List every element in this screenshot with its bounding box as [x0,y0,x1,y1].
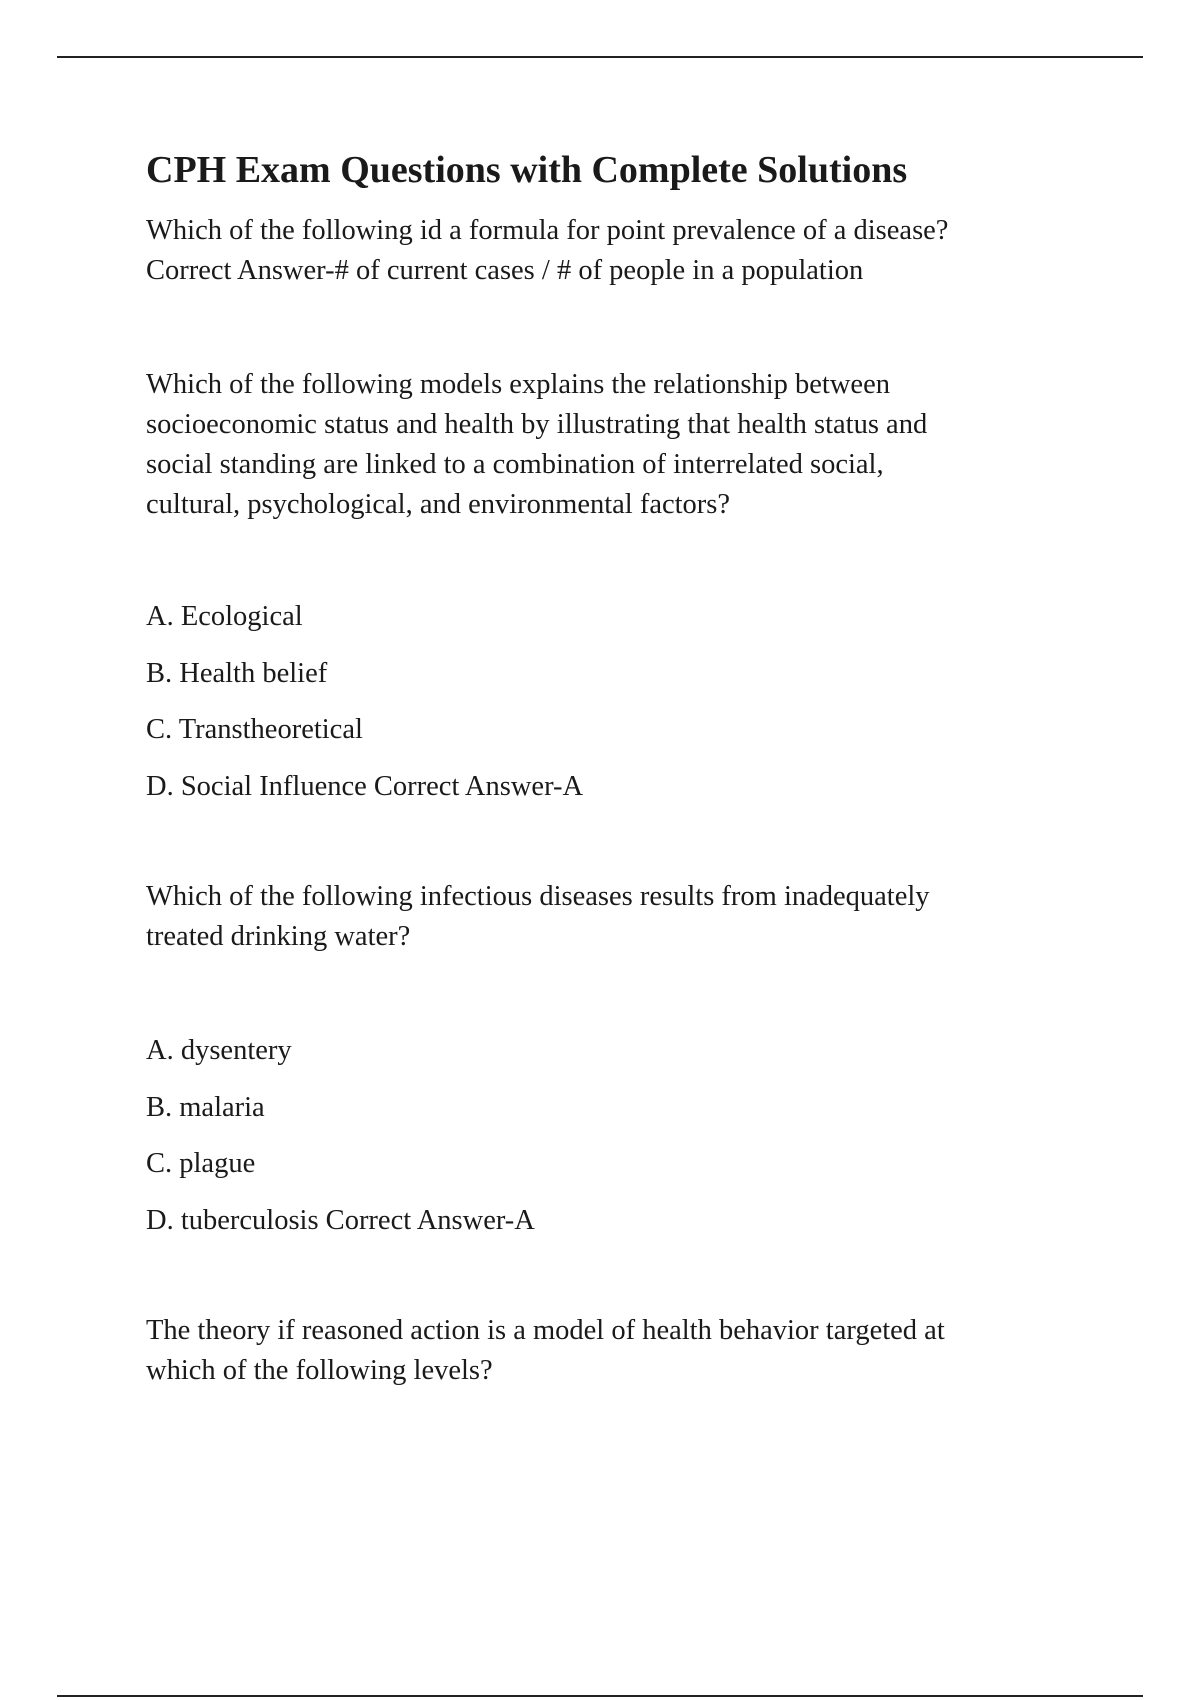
question-4-line: which of the following levels? [146,1355,493,1386]
document-title: CPH Exam Questions with Complete Solutions [146,149,908,191]
question-2-line: social standing are linked to a combination of interrelated social, [146,449,884,480]
option-a: A. Ecological [146,601,303,632]
question-3-line: treated drinking water? [146,921,411,952]
question-2 [146,365,1086,525]
option-b: B. malaria [146,1091,265,1123]
question-3 [146,877,1086,957]
question-1 [146,211,1086,291]
option-d-with-answer: D. Social Influence Correct Answer-A [146,770,584,802]
top-rule [57,56,1143,58]
question-2-line: cultural, psychological, and environmental factors? [146,489,731,520]
question-2-options [146,597,1086,823]
question-1-answer: Correct Answer-# of current cases / # of people in a population [146,255,864,286]
question-4 [146,1311,1086,1391]
question-2-line: socioeconomic status and health by illustrating that health status and [146,409,928,440]
option-a: A. dysentery [146,1035,292,1066]
option-d-with-answer: D. tuberculosis Correct Answer-A [146,1204,535,1236]
option-c: C. Transtheoretical [146,714,363,745]
bottom-rule [57,1695,1143,1697]
question-4-line: The theory if reasoned action is a model of health behavior targeted at [146,1315,945,1346]
option-b: B. Health belief [146,657,328,689]
question-2-line: Which of the following models explains the relationship between [146,369,890,400]
option-c: C. plague [146,1148,256,1179]
question-3-options [146,1031,1086,1257]
question-1-text: Which of the following id a formula for point prevalence of a disease? [146,215,949,246]
question-3-line: Which of the following infectious diseases results from inadequately [146,881,930,912]
